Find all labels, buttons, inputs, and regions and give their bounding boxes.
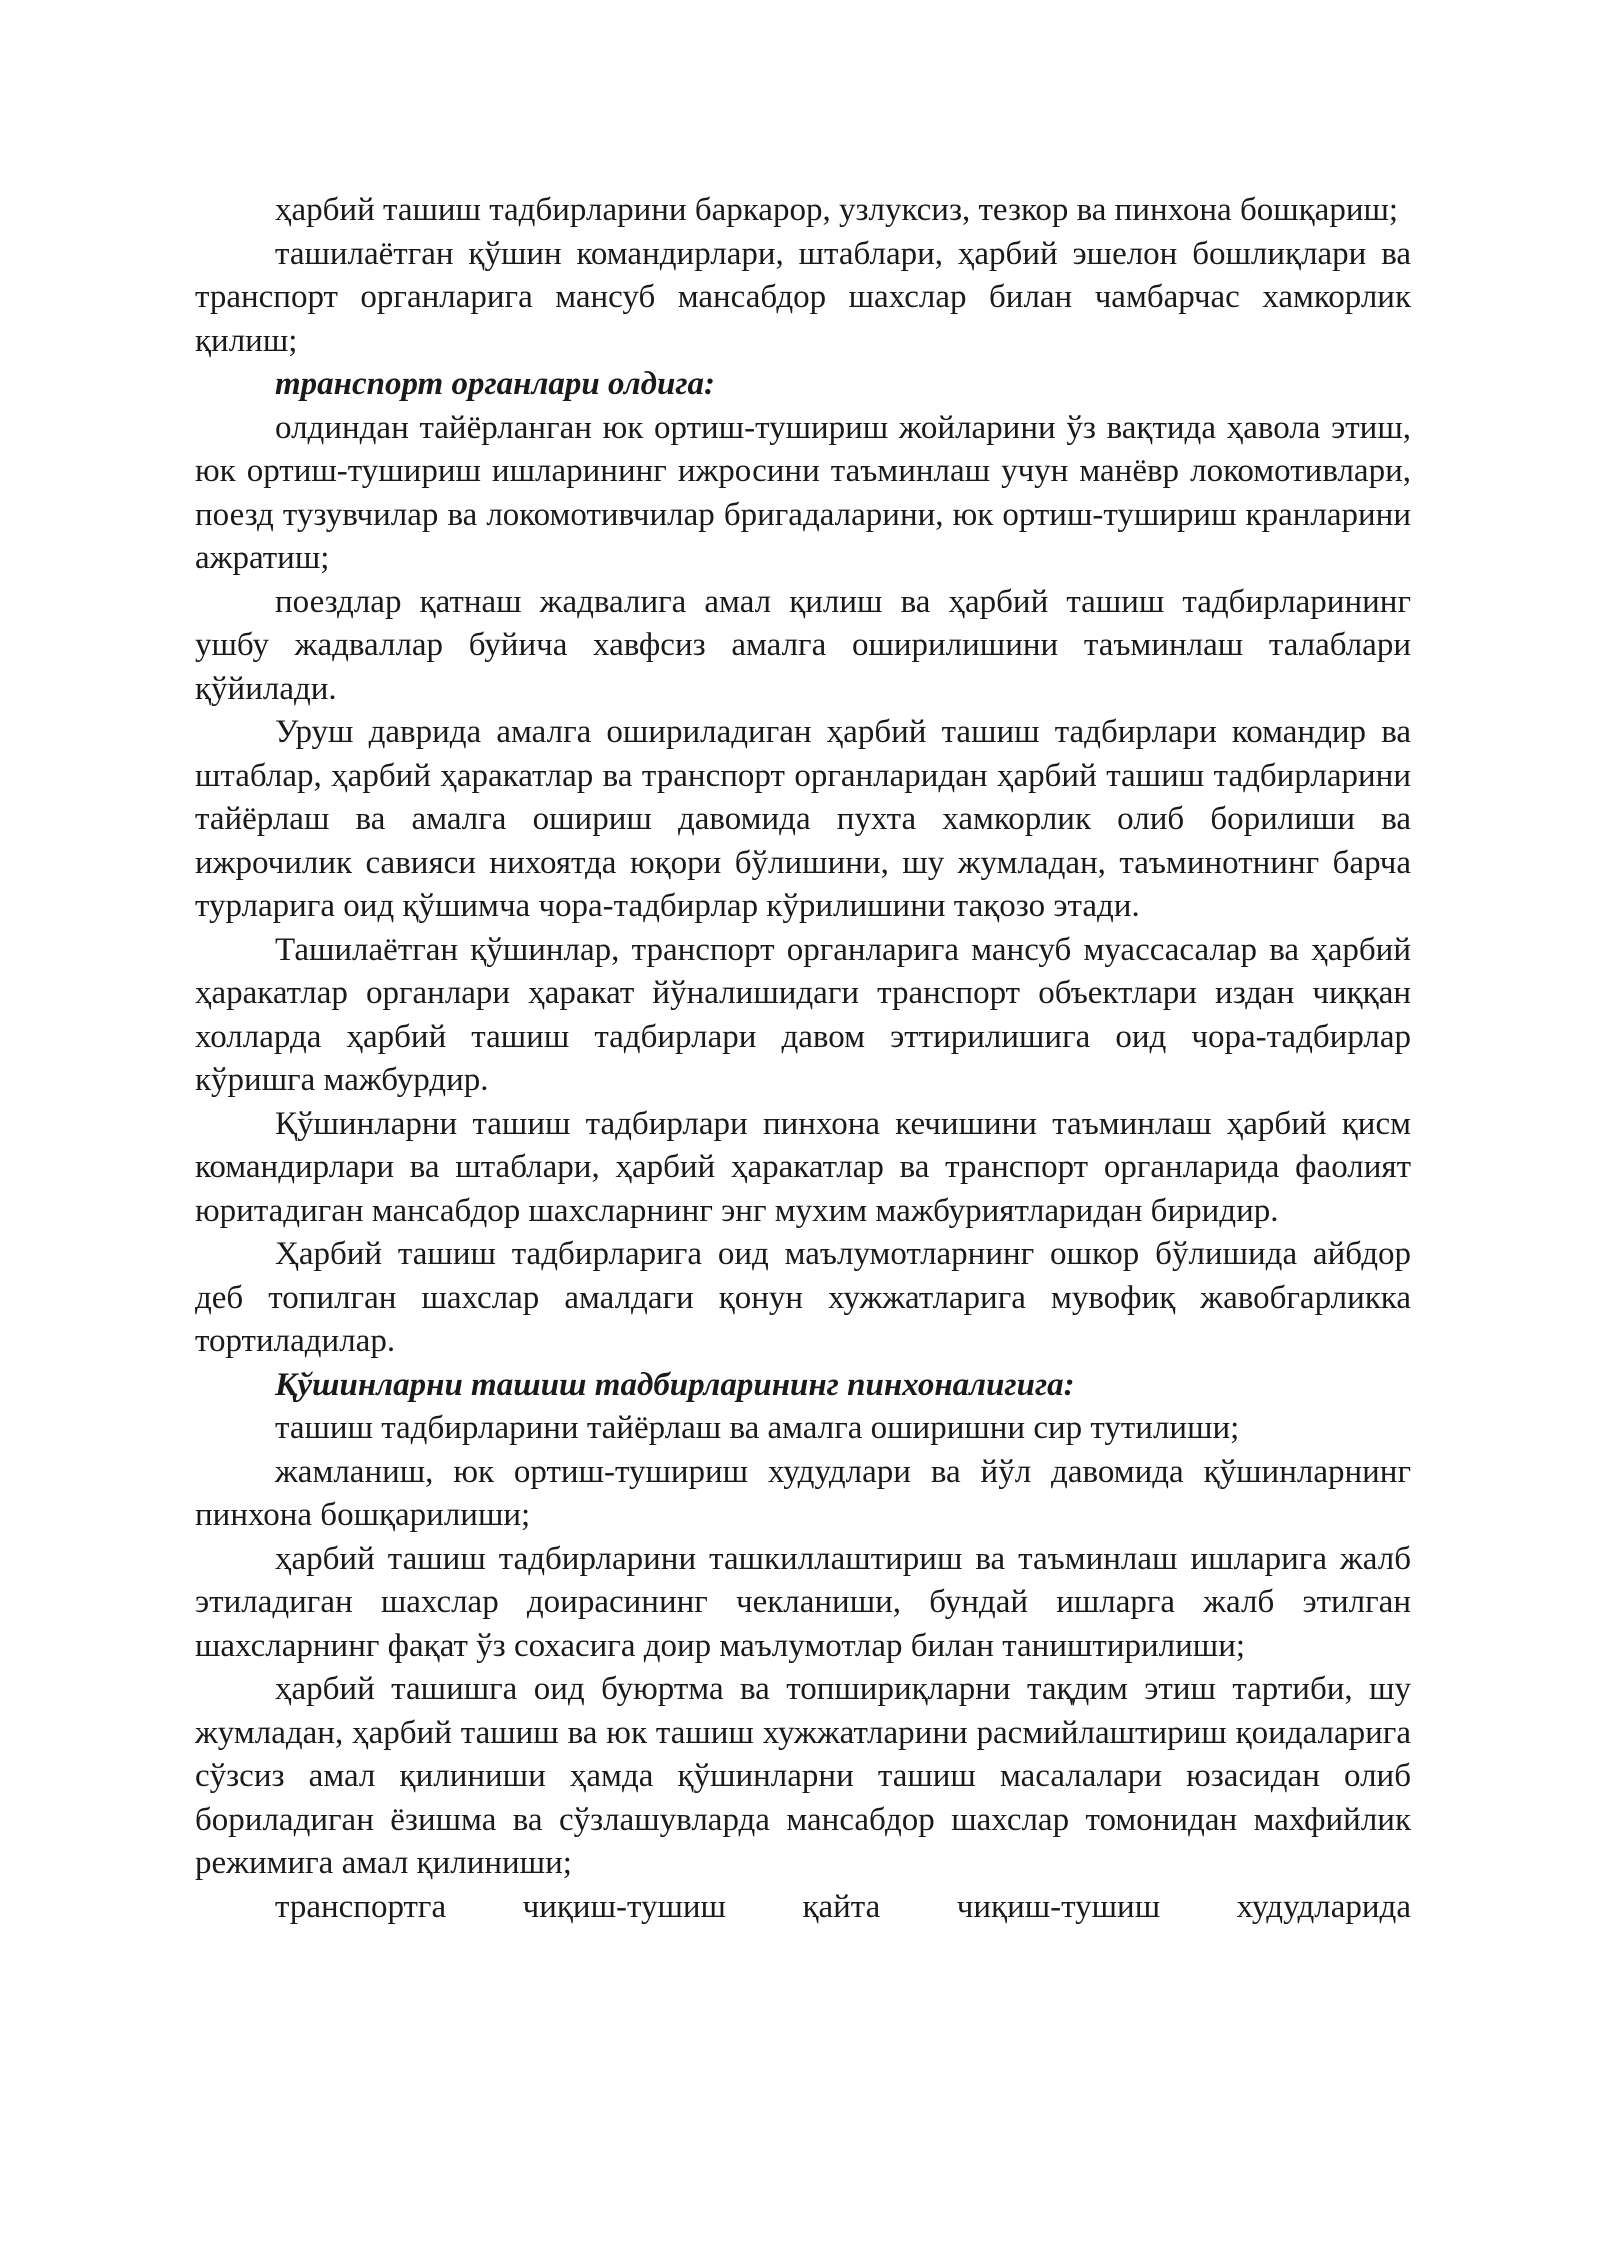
document-page — [195, 189, 1411, 1929]
paragraph: олдиндан тайёрланган юк ортиш-тушириш жойларини ўз вақтида ҳавола этиш, юк ортиш-тушириш ишларининг ижросини таъминлаш учун манёвр локомотивлари, поезд тузувчилар ва локомотивчилар бригадаларини, юк ортиш-тушириш кранларини ажратиш; — [195, 409, 1411, 576]
section-heading: Қўшинларни ташиш тадбирларининг пинхоналигига: — [275, 1366, 1075, 1403]
paragraph: Қўшинларни ташиш тадбирлари пинхона кечишини таъминлаш ҳарбий қисм командирлари ва штаблари, ҳарбий ҳаракатлар ва транспорт органларида фаолият юритадиган мансабдор шахсларнинг энг мухим мажбуриятларидан биридир. — [195, 1105, 1411, 1229]
paragraph: транспортга чиқиш-тушиш қайта чиқиш-тушиш худудларида — [275, 1888, 1411, 1925]
paragraph: Уруш даврида амалга ошириладиган ҳарбий ташиш тадбирлари командир ва штаблар, ҳарбий ҳаракатлар ва транспорт органларидан ҳарбий ташиш тадбирларини тайёрлаш ва амалга ошириш давомида пухта хамкорлик олиб борилиши ва ижрочилик савияси нихоятда юқори бўлишини, шу жумладан, таъминотнинг барча турларига оид қўшимча чора-тадбирлар кўрилишини тақозо этади. — [195, 714, 1411, 924]
paragraph: жамланиш, юк ортиш-тушириш худудлари ва йўл давомида қўшинларнинг пинхона бошқарилиши; — [195, 1453, 1411, 1533]
paragraph: ҳарбий ташиш тадбирларини баркарор, узлуксиз, тезкор ва пинхона бошқариш; — [275, 192, 1399, 228]
paragraph: ташилаётган қўшин командирлари, штаблари, ҳарбий эшелон бошлиқлари ва транспорт органларига мансуб мансабдор шахслар билан чамбарчас хамкорлик қилиш; — [195, 235, 1411, 359]
paragraph: поездлар қатнаш жадвалига амал қилиш ва ҳарбий ташиш тадбирларининг ушбу жадваллар буйича хавфсиз амалга оширилишини таъминлаш талаблари қўйилади. — [195, 583, 1411, 707]
paragraph: ҳарбий ташиш тадбирларини ташкиллаштириш ва таъминлаш ишларига жалб этиладиган шахслар доирасининг чекланиши, бундай ишларга жалб этилган шахсларнинг фақат ўз сохасига доир маълумотлар билан таништирилиши; — [195, 1540, 1411, 1664]
paragraph: ташиш тадбирларини тайёрлаш ва амалга оширишни сир тутилиши; — [275, 1410, 1240, 1446]
section-heading: транспорт органлари олдига: — [275, 366, 716, 402]
paragraph: Ташилаётган қўшинлар, транспорт органларига мансуб муассасалар ва ҳарбий ҳаракатлар органлари ҳаракат йўналишидаги транспорт объектлари издан чиққан холларда ҳарбий ташиш тадбирлари давом эттирилишига оид чора-тадбирлар кўришга мажбурдир. — [195, 931, 1411, 1098]
paragraph: Ҳарбий ташиш тадбирларига оид маълумотларнинг ошкор бўлишида айбдор деб топилган шахслар амалдаги қонун хужжатларига мувофиқ жавобгарликка тортиладилар. — [195, 1236, 1411, 1359]
paragraph: ҳарбий ташишга оид буюртма ва топшириқларни тақдим этиш тартиби, шу жумладан, ҳарбий ташиш ва юк ташиш хужжатларини расмийлаштириш қоидаларига сўзсиз амал қилиниши ҳамда қўшинларни ташиш масалалари юзасидан олиб бориладиган ёзишма ва сўзлашувларда мансабдор шахслар томонидан махфийлик режимига амал қилиниши; — [195, 1671, 1411, 1881]
